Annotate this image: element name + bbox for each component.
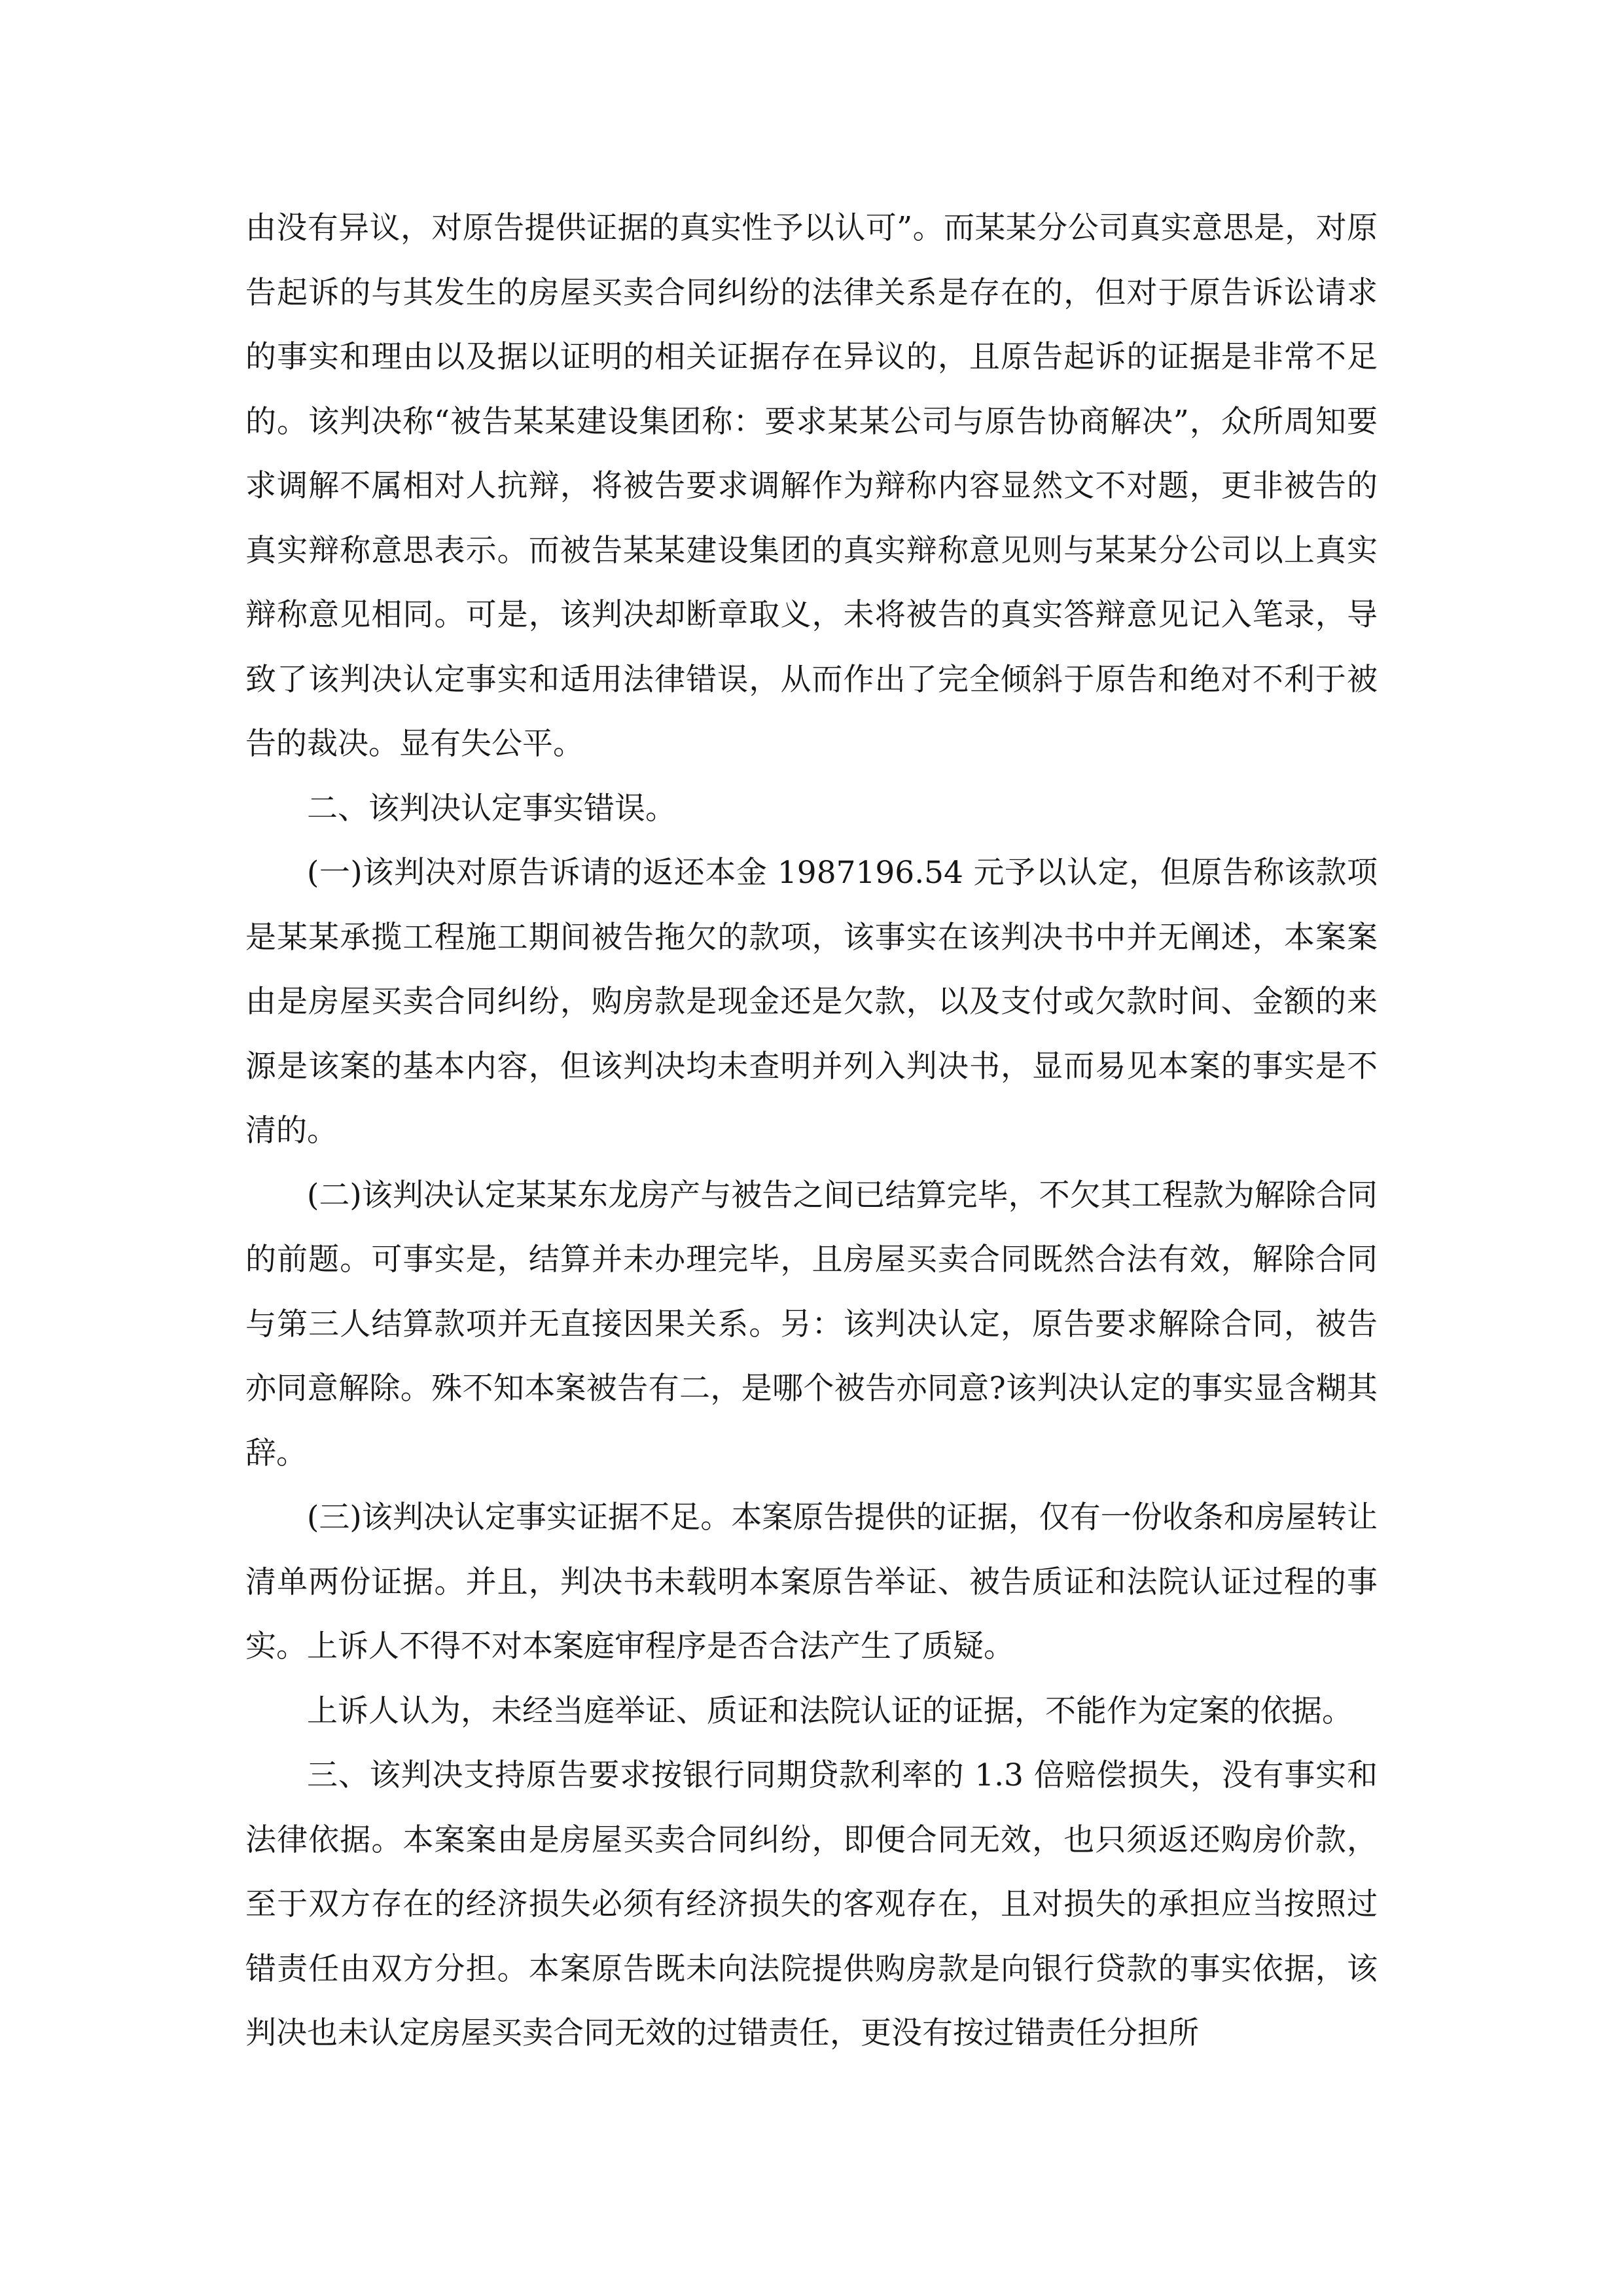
document-body [245, 196, 1378, 2066]
paragraph-appellant-view: 上诉人认为，未经当庭举证、质证和法院认证的证据，不能作为定案的依据。 [307, 1693, 1353, 1729]
paragraph-point-two: (二)该判决认定某某东龙房产与被告之间已结算完毕，不欠其工程款为解除合同的前题。可事实是，结算并未办理完毕，且房屋买卖合同既然合法有效，解除合同与第三人结算款项并无直接因果关系。另：该判决认定，原告要求解除合同，被告亦同意解除。殊不知本案被告有二，是哪个被告亦同意?该判决认定的事实显含糊其辞。 [245, 1177, 1378, 1471]
paragraph-point-one: (一)该判决对原告诉请的返还本金 1987196.54 元予以认定，但原告称该款项是某某承揽工程施工期间被告拖欠的款项，该事实在该判决书中并无阐述，本案案由是房屋买卖合同纠纷，购房款是现金还是欠款，以及支付或欠款时间、金额的来源是该案的基本内容，但该判决均未查明并列入判决书，显而易见本案的事实是不清的。 [245, 855, 1378, 1149]
paragraph-heading-three: 三、该判决支持原告要求按银行同期贷款利率的 1.3 倍赔偿损失，没有事实和法律依据。本案案由是房屋买卖合同纠纷，即便合同无效，也只须返还购房价款，至于双方存在的经济损失必须有经济损失的客观存在，且对损失的承担应当按照过错责任由双方分担。本案原告既未向法院提供购房款是向银行贷款的事实依据，该判决也未认定房屋买卖合同无效的过错责任，更没有按过错责任分担所 [245, 1757, 1378, 2051]
paragraph-heading-two: 二、该判决认定事实错误。 [307, 790, 676, 827]
paragraph-point-three: (三)该判决认定事实证据不足。本案原告提供的证据，仅有一份收条和房屋转让清单两份证据。并且，判决书未载明本案原告举证、被告质证和法院认证过程的事实。上诉人不得不对本案庭审程序是否合法产生了质疑。 [245, 1499, 1378, 1664]
paragraph-continuation: 由没有异议，对原告提供证据的真实性予以认可”。而某某分公司真实意思是，对原告起诉的与其发生的房屋买卖合同纠纷的法律关系是存在的，但对于原告诉讼请求的事实和理由以及据以证明的相关证据存在异议的，且原告起诉的证据是非常不足的。该判决称“被告某某建设集团称：要求某某公司与原告协商解决”，众所周知要求调解不属相对人抗辩，将被告要求调解作为辩称内容显然文不对题，更非被告的真实辩称意思表示。而被告某某建设集团的真实辩称意见则与某某分公司以上真实辩称意见相同。可是，该判决却断章取义，未将被告的真实答辩意见记入笔录，导致了该判决认定事实和适用法律错误，从而作出了完全倾斜于原告和绝对不利于被告的裁决。显有失公平。 [245, 210, 1378, 762]
